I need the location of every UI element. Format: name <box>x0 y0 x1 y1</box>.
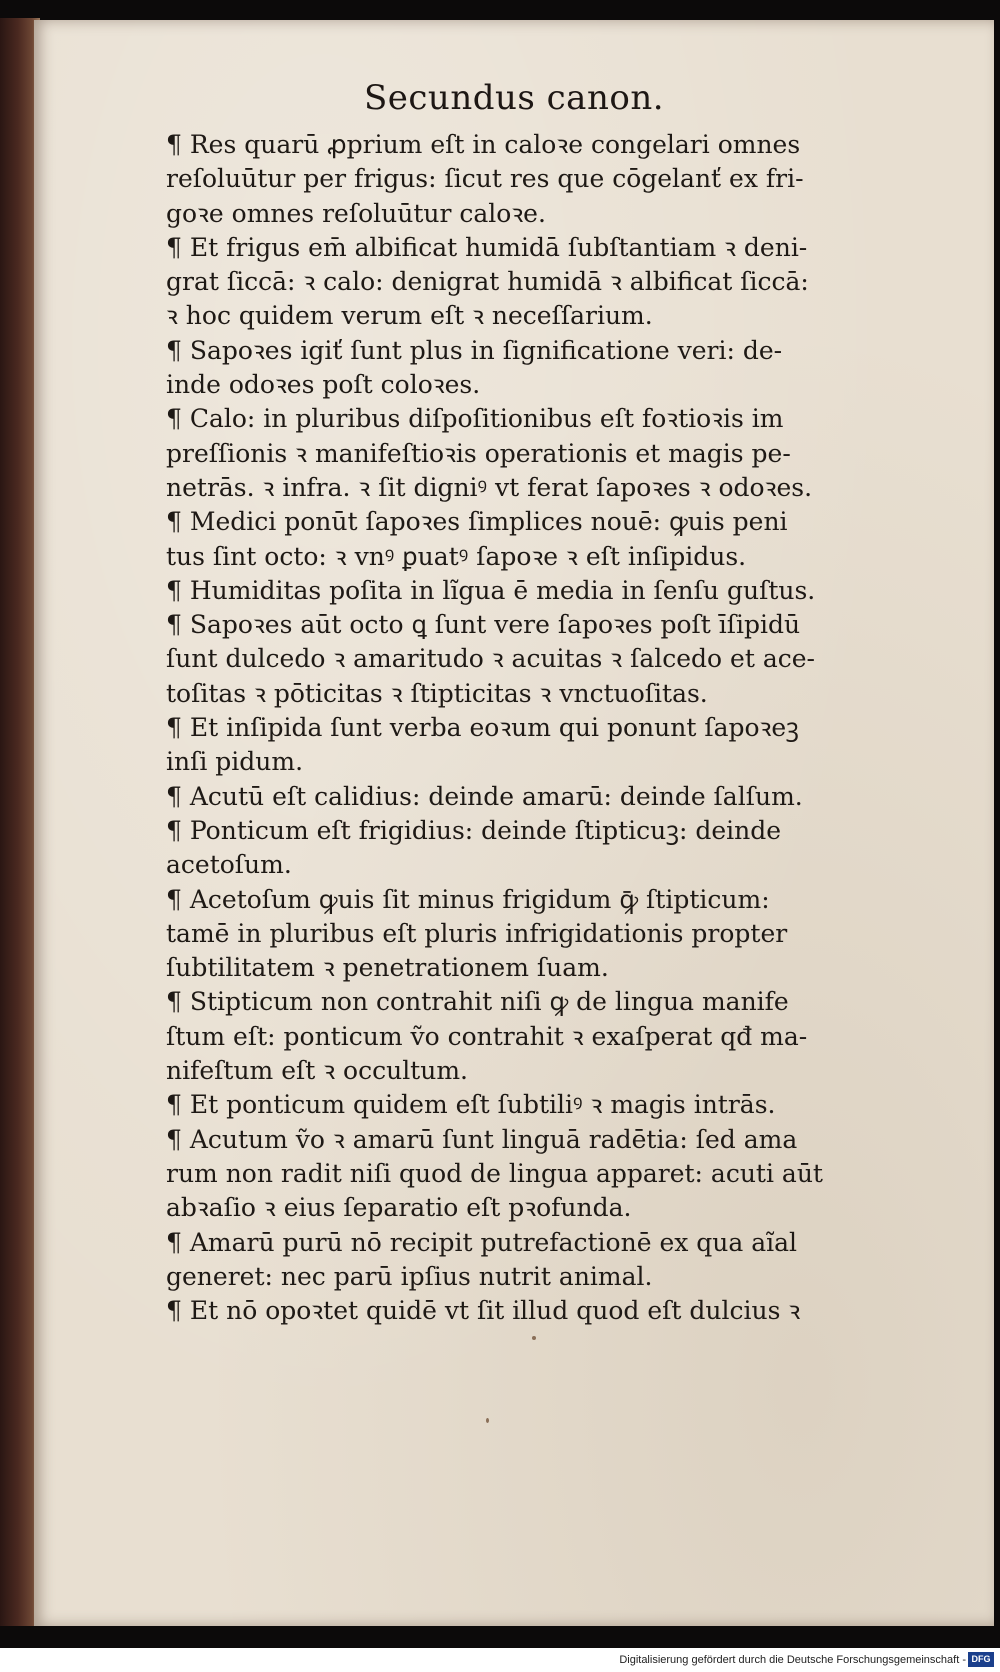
text-line: toſitas ꝛ pōticitas ꝛ ſtipticitas ꝛ vnctuoſitas. <box>166 678 708 708</box>
text-line: netrās. ꝛ infra. ꝛ ſit digniꝰ vt ferat ſapoꝛes ꝛ odoꝛes. <box>166 472 813 502</box>
text-line: ¶ Et frigus em̄ albificat humidā ſubſtantiam ꝛ deni- <box>166 232 808 262</box>
body-text <box>166 128 966 1328</box>
text-line: ¶ Acutum ṽo ꝛ amarū ſunt linguā radētia: ſed ama <box>166 1124 798 1154</box>
text-line: grat ſiccā: ꝛ calo: denigrat humidā ꝛ albificat ſiccā: <box>166 267 809 297</box>
text-line: reſoluūtur per frigus: ſicut res que cōgelanť ex fri- <box>166 164 804 194</box>
text-line: ¶ Stipticum non contrahit niſi ꝙ de lingua manife <box>166 987 789 1017</box>
text-line: rum non radit niſi quod de lingua apparet: acuti aūt <box>166 1158 823 1188</box>
text-line: ¶ Sapoꝛes aūt octo ꝗ ſunt vere ſapoꝛes poſt īſipidū <box>166 610 801 640</box>
text-line: inſi pidum. <box>166 747 304 777</box>
text-line: acetoſum. <box>166 850 292 880</box>
text-line: tamē in pluribus eſt pluris infrigidationis propter <box>166 918 788 948</box>
text-line: ¶ Et inſipida ſunt verba eoꝛum qui ponunt ſapoꝛeꝫ <box>166 713 799 743</box>
text-line: ¶ Sapoꝛes igiť ſunt plus in ſignificatione veri: de- <box>166 335 783 365</box>
funding-credit: Digitalisierung gefördert durch die Deutsche Forschungsgemeinschaft - <box>619 1654 966 1666</box>
text-line: ¶ Et ponticum quidem eſt ſubtiliꝰ ꝛ magis intrās. <box>166 1090 776 1120</box>
text-line: inde odoꝛes poſt coloꝛes. <box>166 370 481 400</box>
text-line: ¶ Humiditas poſita in lĩgua ē media in ſenſu guſtus. <box>166 575 816 605</box>
text-line: preſſionis ꝛ manifeſtioꝛis operationis et magis pe- <box>166 438 791 468</box>
text-line: ¶ Ponticum eſt frigidius: deinde ſtipticuꝫ: deinde <box>166 815 782 845</box>
text-line: ¶ Et nō opoꝛtet quidē vt ſit illud quod eſt dulcius ꝛ <box>166 1296 801 1326</box>
text-line: ¶ Calo: in pluribus diſpoſitionibus eſt foꝛtioꝛis im <box>166 404 784 434</box>
text-line: ¶ Res quarū ꝓprium eſt in caloꝛe congelari omnes <box>166 130 801 159</box>
text-line: ¶ Acutū eſt calidius: deinde amarū: deinde ſalſum. <box>166 781 803 811</box>
book-page <box>34 20 994 1626</box>
running-header: Secundus canon. <box>363 78 665 118</box>
text-line: generet: nec parū ipſius nutrit animal. <box>166 1261 653 1291</box>
paper-speck <box>486 1418 489 1423</box>
text-line: ꝛ hoc quidem verum eſt ꝛ neceſſarium. <box>166 301 653 331</box>
text-line: goꝛe omnes reſoluūtur caloꝛe. <box>166 198 546 228</box>
text-line: tus ſint octo: ꝛ vnꝰ ꝑuatꝰ ſapoꝛe ꝛ eſt inſipidus. <box>166 541 747 571</box>
dfg-logo: DFG <box>968 1652 994 1667</box>
text-line: ſunt dulcedo ꝛ amaritudo ꝛ acuitas ꝛ ſalcedo et ace- <box>166 644 815 674</box>
text-line: ſtum eſt: ponticum ṽo contrahit ꝛ exaſperat qđ ma- <box>166 1021 808 1051</box>
text-line: ſubtilitatem ꝛ penetrationem ſuam. <box>166 953 609 983</box>
text-line: ¶ Amarū purū nō recipit putrefactionē ex qua aĩal <box>166 1227 798 1257</box>
text-line: ¶ Medici ponūt ſapoꝛes ſimplices nouē: ꝙuis peni <box>166 507 788 537</box>
text-line: ¶ Acetoſum ꝙuis ſit minus frigidum ꝙ̄ ſtipticum: <box>166 884 770 914</box>
text-line: nifeſtum eſt ꝛ occultum. <box>166 1056 468 1086</box>
text-line: abꝛaſio ꝛ eius ſeparatio eſt pꝛofunda. <box>166 1193 632 1223</box>
paper-speck <box>532 1336 536 1340</box>
